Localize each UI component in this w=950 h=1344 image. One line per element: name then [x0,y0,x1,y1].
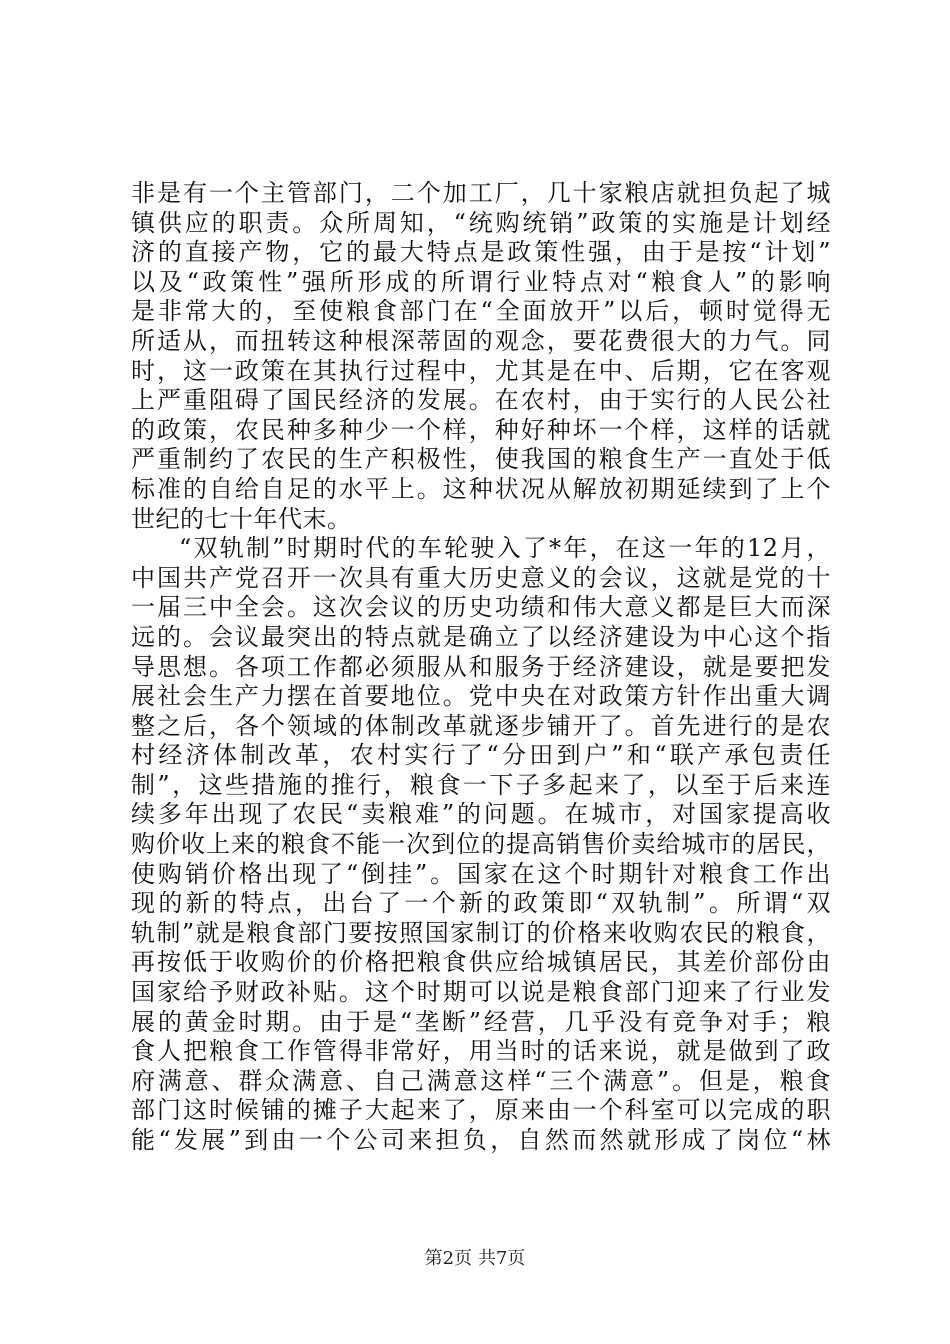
paragraph-start-line: “双轨制”时期时代的车轮驶入了*年，在这一年的12月， [179,534,831,563]
text-line: 展社会生产力摆在首要地位。党中央在对政策方针作出重大调 [131,682,831,711]
text-line: 一届三中全会。这次会议的历史功绩和伟大意义都是巨大而深 [131,593,831,622]
text-line: 能“发展”到由一个公司来担负，自然而然就形成了岗位“林 [131,1126,831,1154]
text-line: 时，这一政策在其执行过程中，尤其是在中、后期，它在客观 [131,356,831,385]
text-line: 购价收上来的粮食不能一次到位的提高销售价卖给城市的居民， [131,830,831,859]
text-line: 续多年出现了农民“卖粮难”的问题。在城市，对国家提高收 [131,800,831,829]
text-line: 的政策，农民种多种少一个样，种好种坏一个样，这样的话就 [131,415,831,444]
text-line: 制”，这些措施的推行，粮食一下子多起来了，以至于后来连 [131,770,831,799]
text-line: 严重制约了农民的生产积极性，使我国的粮食生产一直处于低 [131,445,831,474]
text-line: 使购销价格出现了“倒挂”。国家在这个时期针对粮食工作出 [131,859,831,888]
text-line: 标准的自给自足的水平上。这种状况从解放初期延续到了上个 [131,474,831,503]
text-line: 村经济体制改革，农村实行了“分田到户”和“联产承包责任 [131,741,831,770]
text-line: 远的。会议最突出的特点就是确立了以经济建设为中心这个指 [131,622,831,651]
text-line: 食人把粮食工作管得非常好，用当时的话来说，就是做到了政 [131,1037,831,1066]
text-line: 是非常大的，至使粮食部门在“全面放开”以后，顿时觉得无 [131,297,831,326]
page-number-footer: 第2页 共7页 [424,1248,526,1269]
text-line: 现的新的特点，出台了一个新的政策即“双轨制”。所谓“双 [131,889,831,918]
text-line: 轨制”就是粮食部门要按照国家制订的价格来收购农民的粮食， [131,918,831,947]
text-line: 府满意、群众满意、自己满意这样“三个满意”。但是，粮食 [131,1066,831,1095]
text-line: 世纪的七十年代末。 [131,504,352,533]
text-line: 部门这时候铺的摊子大起来了，原来由一个科室可以完成的职 [131,1096,831,1125]
text-line: 整之后，各个领域的体制改革就逐步铺开了。首先进行的是农 [131,711,831,740]
text-line: 导思想。各项工作都必须服从和服务于经济建设，就是要把发 [131,652,831,681]
text-line: 展的黄金时期。由于是“垄断”经营，几乎没有竞争对手；粮 [131,1007,831,1036]
text-line: 国家给予财政补贴。这个时期可以说是粮食部门迎来了行业发 [131,978,831,1007]
document-body [131,179,831,1156]
text-line: 所适从，而扭转这种根深蒂固的观念，要花费很大的力气。同 [131,326,831,355]
text-line: 以及“政策性”强所形成的所谓行业特点对“粮食人”的影响 [131,267,831,296]
text-line: 再按低于收购价的价格把粮食供应给城镇居民，其差价部份由 [131,948,831,977]
text-line: 中国共产党召开一次具有重大历史意义的会议，这就是党的十 [131,563,831,592]
text-line: 上严重阻碍了国民经济的发展。在农村，由于实行的人民公社 [131,386,831,415]
text-line: 镇供应的职责。众所周知，“统购统销”政策的实施是计划经 [131,208,831,237]
text-line: 非是有一个主管部门，二个加工厂，几十家粮店就担负起了城 [131,179,831,207]
text-line: 济的直接产物，它的最大特点是政策性强，由于是按“计划” [131,238,831,267]
